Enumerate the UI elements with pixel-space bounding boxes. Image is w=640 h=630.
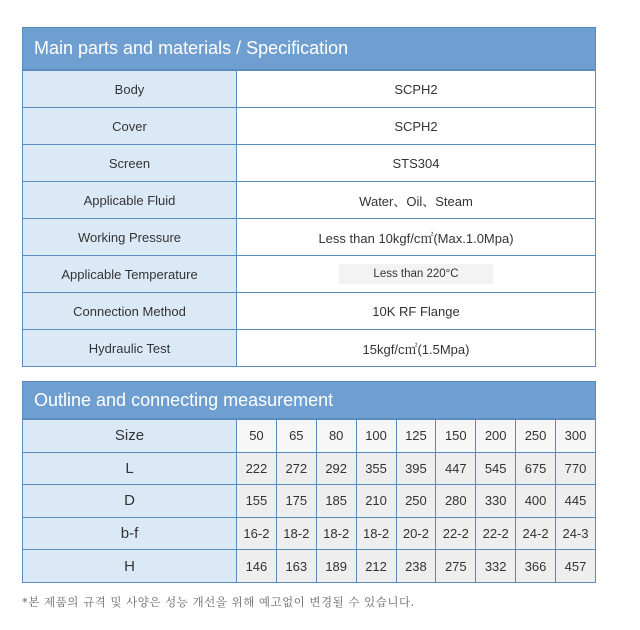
measurement-cell: 125 bbox=[396, 420, 436, 453]
measurement-cell: 447 bbox=[436, 452, 476, 485]
measurement-cell: 250 bbox=[396, 485, 436, 518]
measurement-cell: 24-2 bbox=[516, 517, 556, 550]
table-row bbox=[23, 71, 596, 108]
spec-value: STS304 bbox=[237, 145, 596, 182]
measurement-cell: 395 bbox=[396, 452, 436, 485]
spec-label: Screen bbox=[23, 145, 237, 182]
measurement-cell: 238 bbox=[396, 550, 436, 583]
table-row bbox=[23, 420, 596, 453]
table-row bbox=[23, 485, 596, 518]
specification-table bbox=[22, 70, 596, 367]
table-row bbox=[23, 182, 596, 219]
spec-label: Connection Method bbox=[23, 293, 237, 330]
spec-label: Working Pressure bbox=[23, 219, 237, 256]
measurement-cell: 222 bbox=[237, 452, 277, 485]
measurement-cell: 400 bbox=[516, 485, 556, 518]
measurement-cell: 146 bbox=[237, 550, 277, 583]
measurement-cell: 18-2 bbox=[356, 517, 396, 550]
measurement-cell: 175 bbox=[276, 485, 316, 518]
spec-label: Cover bbox=[23, 108, 237, 145]
measurement-cell: 65 bbox=[276, 420, 316, 453]
measurement-cell: 50 bbox=[237, 420, 277, 453]
measurement-label: Size bbox=[23, 420, 237, 453]
measurement-label: L bbox=[23, 452, 237, 485]
measurement-label: b-f bbox=[23, 517, 237, 550]
table-row bbox=[23, 293, 596, 330]
specification-panel bbox=[22, 27, 596, 367]
measurement-cell: 22-2 bbox=[476, 517, 516, 550]
measurement-cell: 272 bbox=[276, 452, 316, 485]
spec-label: Applicable Fluid bbox=[23, 182, 237, 219]
measurement-cell: 100 bbox=[356, 420, 396, 453]
measurement-cell: 675 bbox=[516, 452, 556, 485]
spec-value: 15kgf/c㎡(1.5Mpa) bbox=[237, 330, 596, 367]
spec-value: Less than 10kgf/c㎡(Max.1.0Mpa) bbox=[237, 219, 596, 256]
measurement-cell: 22-2 bbox=[436, 517, 476, 550]
measurement-cell: 155 bbox=[237, 485, 277, 518]
measurement-cell: 292 bbox=[316, 452, 356, 485]
measurement-title: Outline and connecting measurement bbox=[22, 381, 596, 419]
measurement-cell: 24-3 bbox=[556, 517, 596, 550]
measurement-cell: 457 bbox=[556, 550, 596, 583]
table-row bbox=[23, 219, 596, 256]
measurement-cell: 189 bbox=[316, 550, 356, 583]
measurement-cell: 280 bbox=[436, 485, 476, 518]
measurement-cell: 770 bbox=[556, 452, 596, 485]
measurement-cell: 445 bbox=[556, 485, 596, 518]
measurement-cell: 210 bbox=[356, 485, 396, 518]
spec-value: Less than 220°C bbox=[339, 264, 492, 284]
measurement-cell: 20-2 bbox=[396, 517, 436, 550]
footnote: *본 제품의 규격 및 사양은 성능 개선을 위해 예고없이 변경될 수 있습니다. bbox=[22, 595, 415, 609]
measurement-cell: 366 bbox=[516, 550, 556, 583]
spec-value: SCPH2 bbox=[237, 108, 596, 145]
measurement-cell: 355 bbox=[356, 452, 396, 485]
measurement-cell: 150 bbox=[436, 420, 476, 453]
table-row bbox=[23, 330, 596, 367]
table-row bbox=[23, 452, 596, 485]
measurement-cell: 80 bbox=[316, 420, 356, 453]
specification-title: Main parts and materials / Specification bbox=[22, 27, 596, 70]
measurement-label: D bbox=[23, 485, 237, 518]
measurement-label: H bbox=[23, 550, 237, 583]
table-row bbox=[23, 256, 596, 293]
spec-value: 10K RF Flange bbox=[237, 293, 596, 330]
measurement-cell: 200 bbox=[476, 420, 516, 453]
spec-label: Hydraulic Test bbox=[23, 330, 237, 367]
measurement-cell: 18-2 bbox=[276, 517, 316, 550]
spec-value-cell bbox=[237, 256, 596, 293]
spec-value: Water、Oil、Steam bbox=[237, 182, 596, 219]
measurement-cell: 185 bbox=[316, 485, 356, 518]
measurement-cell: 18-2 bbox=[316, 517, 356, 550]
table-row bbox=[23, 145, 596, 182]
table-row bbox=[23, 550, 596, 583]
measurement-table bbox=[22, 419, 596, 583]
spec-label: Body bbox=[23, 71, 237, 108]
spec-label: Applicable Temperature bbox=[23, 256, 237, 293]
measurement-cell: 275 bbox=[436, 550, 476, 583]
measurement-cell: 330 bbox=[476, 485, 516, 518]
measurement-cell: 163 bbox=[276, 550, 316, 583]
measurement-cell: 16-2 bbox=[237, 517, 277, 550]
table-row bbox=[23, 108, 596, 145]
spec-value: SCPH2 bbox=[237, 71, 596, 108]
measurement-panel bbox=[22, 381, 596, 583]
measurement-cell: 332 bbox=[476, 550, 516, 583]
table-row bbox=[23, 517, 596, 550]
measurement-cell: 250 bbox=[516, 420, 556, 453]
measurement-cell: 212 bbox=[356, 550, 396, 583]
measurement-cell: 300 bbox=[556, 420, 596, 453]
measurement-cell: 545 bbox=[476, 452, 516, 485]
